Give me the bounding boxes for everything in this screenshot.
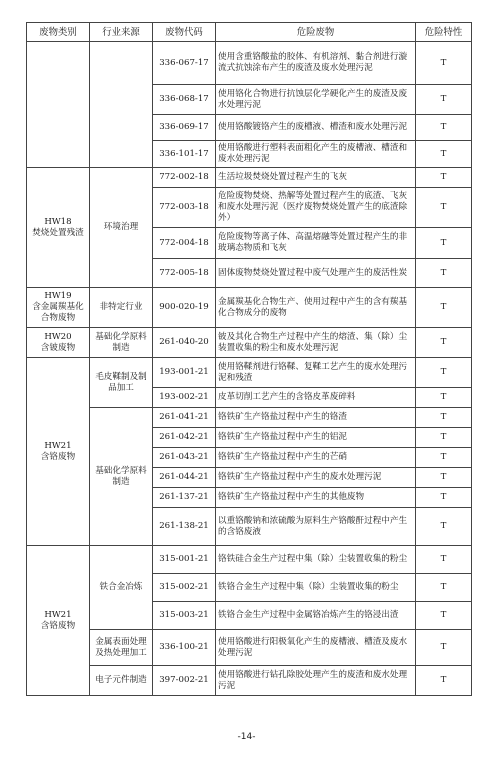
waste-description: 使用铬酸进行阳极氧化产生的废槽液、槽渣及废水处理污泥 [216,630,416,666]
waste-description: 铬铁矿生产铬盐过程中产生的其他废物 [216,488,416,508]
hazard-property: T [416,468,472,488]
industry-env: 环境治理 [90,168,153,288]
header-waste: 危险废物 [216,23,416,42]
table-header-row [27,23,472,42]
waste-description: 使用铬酸镀铬产生的废槽液、槽渣和废水处理污泥 [216,115,416,141]
waste-description: 铬铁矿生产铬盐过程中产生的芒硝 [216,448,416,468]
waste-description: 使用含重铬酸盐的胶体、有机溶剂、黏合剂进行漩流式抗蚀涂布产生的废渣及废水处理污泥 [216,42,416,85]
waste-description: 使用铬化合物进行抗蚀层化学硬化产生的废渣及废水处理污泥 [216,85,416,115]
industry-electronic: 电子元件制造 [90,666,153,696]
waste-description: 铬铁硅合金生产过程中集（除）尘装置收集的粉尘 [216,546,416,574]
category-hw21 [27,546,90,696]
waste-code: 772-002-18 [153,168,216,188]
waste-code: 900-020-19 [153,288,216,328]
table-row [27,666,472,696]
category-name: 含铍废物 [40,342,76,353]
table-row [27,358,472,388]
hazard-property: T [416,42,472,85]
hazard-property: T [416,228,472,259]
waste-code: 261-044-21 [153,468,216,488]
header-category: 废物类别 [27,23,90,42]
category-hw21 [27,358,90,546]
hazard-property: T [416,666,472,696]
waste-code: 261-043-21 [153,448,216,468]
hazard-property: T [416,168,472,188]
waste-code: 193-001-21 [153,358,216,388]
waste-code: 315-003-21 [153,602,216,630]
hazard-property: T [416,288,472,328]
waste-code: 336-100-21 [153,630,216,666]
table-row [27,408,472,428]
industry-metal-surface: 金属表面处理及热处理加工 [90,630,153,666]
waste-description: 铍及其化合物生产过程中产生的熔渣、集（除）尘装置收集的粉尘和废水处理污泥 [216,328,416,358]
waste-description: 铁铬合金生产过程中集（除）尘装置收集的粉尘 [216,574,416,602]
hazard-property: T [416,602,472,630]
hazard-property: T [416,574,472,602]
hazard-property: T [416,546,472,574]
waste-description: 生活垃圾焚烧处置过程产生的飞灰 [216,168,416,188]
industry-unspecified: 非特定行业 [90,288,153,328]
category-code: HW21 [44,609,72,620]
waste-description: 以重铬酸钠和浓硫酸为原料生产铬酸酐过程中产生的含铬废液 [216,508,416,546]
table-row [27,42,472,85]
waste-code: 397-002-21 [153,666,216,696]
waste-description: 皮革切削工艺产生的含铬皮革废碎料 [216,388,416,408]
waste-code: 336-101-17 [153,141,216,168]
waste-description: 铁铬合金生产过程中金属铬冶炼产生的铬浸出渣 [216,602,416,630]
category-name: 含铬废物 [40,451,76,462]
waste-code: 772-004-18 [153,228,216,259]
waste-description: 固体废物焚烧处置过程中废气处理产生的废活性炭 [216,259,416,288]
hazard-property: T [416,630,472,666]
hazard-property: T [416,115,472,141]
waste-description: 金属羰基化合物生产、使用过程中产生的含有羰基化合物成分的废物 [216,288,416,328]
waste-code: 315-002-21 [153,574,216,602]
hazard-property: T [416,141,472,168]
waste-description: 使用铬鞣剂进行铬鞣、复鞣工艺产生的废水处理污泥和残渣 [216,358,416,388]
table-row [27,630,472,666]
table-row [27,168,472,188]
header-industry: 行业来源 [90,23,153,42]
hazard-property: T [416,188,472,228]
page-number: -14- [237,732,256,742]
category-hw20 [27,328,90,358]
category-hw19 [27,288,90,328]
header-property: 危险特性 [416,23,472,42]
hazard-property: T [416,428,472,448]
waste-code: 261-137-21 [153,488,216,508]
industry-basic-chem: 基础化学原料制造 [90,328,153,358]
category-name: 焚烧处置残渣 [32,227,84,238]
waste-description: 铬铁矿生产铬盐过程中产生的废水处理污泥 [216,468,416,488]
hazard-property: T [416,259,472,288]
waste-code: 772-005-18 [153,259,216,288]
table-row [27,328,472,358]
category-code: HW19 [44,291,72,301]
waste-description: 铬铁矿生产铬盐过程中产生的铝泥 [216,428,416,448]
category-name: 含铬废物 [40,620,76,631]
waste-description: 使用铬酸进行塑料表面粗化产生的废槽液、槽渣和废水处理污泥 [216,141,416,168]
hazard-property: T [416,408,472,428]
industry-ferroalloy: 铁合金冶炼 [90,546,153,630]
hazard-property: T [416,85,472,115]
hazard-property: T [416,358,472,388]
hazard-property: T [416,328,472,358]
industry-cell-continued [90,42,153,168]
category-cell-continued [27,42,90,168]
waste-code: 193-002-21 [153,388,216,408]
waste-code: 336-069-17 [153,115,216,141]
hazard-property: T [416,388,472,408]
industry-basic-chem: 基础化学原料制造 [90,408,153,546]
category-hw18 [27,168,90,288]
hazard-property: T [416,488,472,508]
hazard-property: T [416,448,472,468]
table-row [27,288,472,328]
category-code: HW18 [44,216,72,227]
waste-code: 336-067-17 [153,42,216,85]
hazard-property: T [416,508,472,546]
waste-code: 336-068-17 [153,85,216,115]
header-code: 废物代码 [153,23,216,42]
hazardous-waste-table [26,22,472,696]
waste-code: 315-001-21 [153,546,216,574]
waste-description: 危险废物焚烧、热解等处置过程产生的底渣、飞灰和废水处理污泥（医疗废物焚烧处置产生的底渣除外） [216,188,416,228]
waste-code: 772-003-18 [153,188,216,228]
category-code: HW20 [44,331,72,342]
waste-code: 261-041-21 [153,408,216,428]
waste-code: 261-042-21 [153,428,216,448]
waste-description: 使用铬酸进行钻孔除胶处理产生的废渣和废水处理污泥 [216,666,416,696]
waste-description: 铬铁矿生产铬盐过程中产生的铬渣 [216,408,416,428]
category-code: HW21 [44,440,72,451]
waste-code: 261-138-21 [153,508,216,546]
waste-code: 261-040-20 [153,328,216,358]
category-name: 含金属羰基化合物废物 [32,302,84,323]
waste-description: 危险废物等离子体、高温熔融等处置过程产生的非玻璃态物质和飞灰 [216,228,416,259]
industry-fur: 毛皮鞣制及制品加工 [90,358,153,408]
table-row [27,546,472,574]
